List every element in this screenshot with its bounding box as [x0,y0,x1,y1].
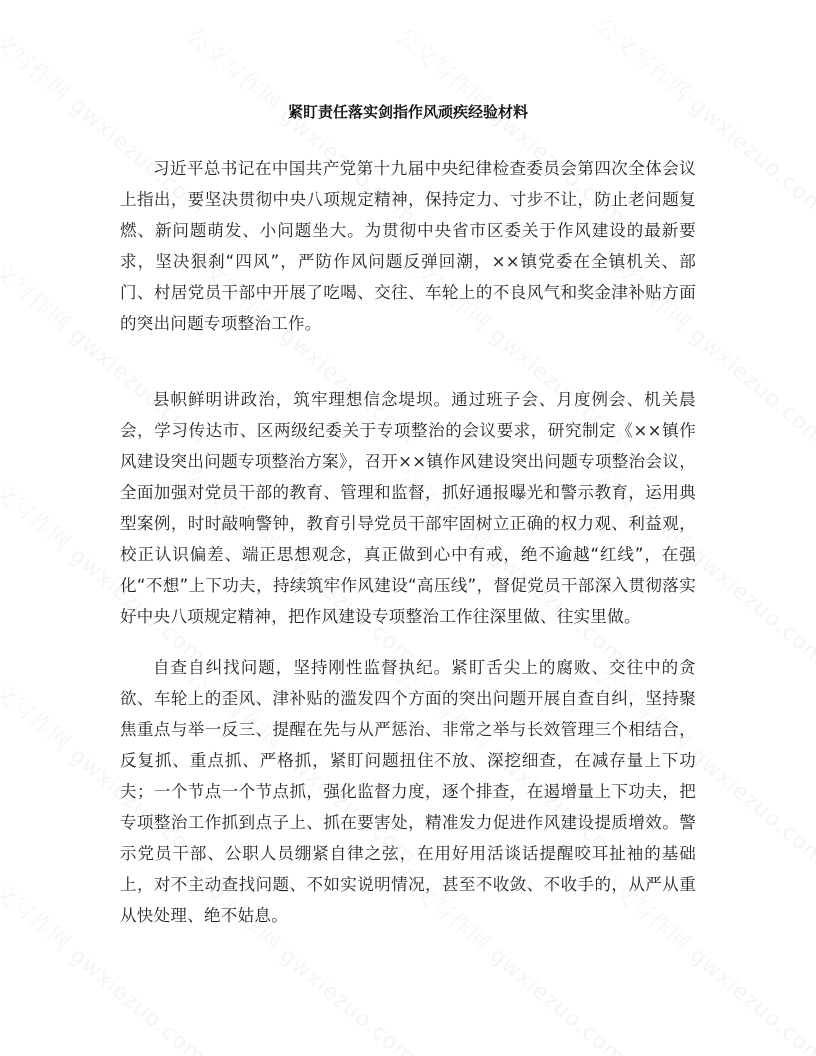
paragraph-politics: 县帜鲜明讲政治，筑牢理想信念堤坝。通过班子会、月度例会、机关晨会，学习传达市、区两级纪委关于专项整治的会议要求，研究制定《××镇作风建设突出问题专项整治方案》，召开××镇作风建设突出问题专项整治会议，全面加强对党员干部的教育、管理和监督，抓好通报曝光和警示教育，运用典型案例，时时敲响警钟，教育引导党员干部牢固树立正确的权力观、利益观，校正认识偏差、端正思想观念，真正做到心中有戒，绝不逾越“红线”，在强化“不想”上下功夫，持续筑牢作风建设“高压线”，督促党员干部深入贯彻落实好中央八项规定精神，把作风建设专项整治工作往深里做、往实里做。 [120,390,696,626]
document-title: 紧盯责任落实剑指作风顽疾经验材料 [287,103,528,121]
paragraph-self-inspection: 自查自纠找问题，坚持刚性监督执纪。紧盯舌尖上的腐败、交往中的贪欲、车轮上的歪风、津补贴的滥发四个方面的突出问题开展自查自纠，坚持聚焦重点与举一反三、提醒在先与从严惩治、非常之举与长效管理三个相结合，反复抓、重点抓、严格抓，紧盯问题扭住不放、深挖细查，在减存量上下功夫；一个节点一个节点抓，强化监督力度，逐个排查，在遏增量上下功夫，把专项整治工作抓到点子上、抓在要害处，精准发力促进作风建设提质增效。警示党员干部、公职人员绷紧自律之弦，在用好用活谈话提醒咬耳扯袖的基础上，对不主动查找问题、不如实说明情况，甚至不收敛、不收手的，从严从重从快处理、绝不姑息。 [120,658,696,925]
paragraph-intro: 习近平总书记在中国共产党第十九届中央纪律检查委员会第四次全体会议上指出，要坚决贯彻中央八项规定精神，保持定力、寸步不让，防止老问题复燃、新问题萌发、小问题坐大。为贯彻中央省市区委关于作风建设的最新要求，坚决狠刹“四风”，严防作风问题反弹回潮，××镇党委在全镇机关、部门、村居党员干部中开展了吃喝、交往、车轮上的不良风气和奖金津补贴方面的突出问题专项整治工作。 [120,159,696,333]
